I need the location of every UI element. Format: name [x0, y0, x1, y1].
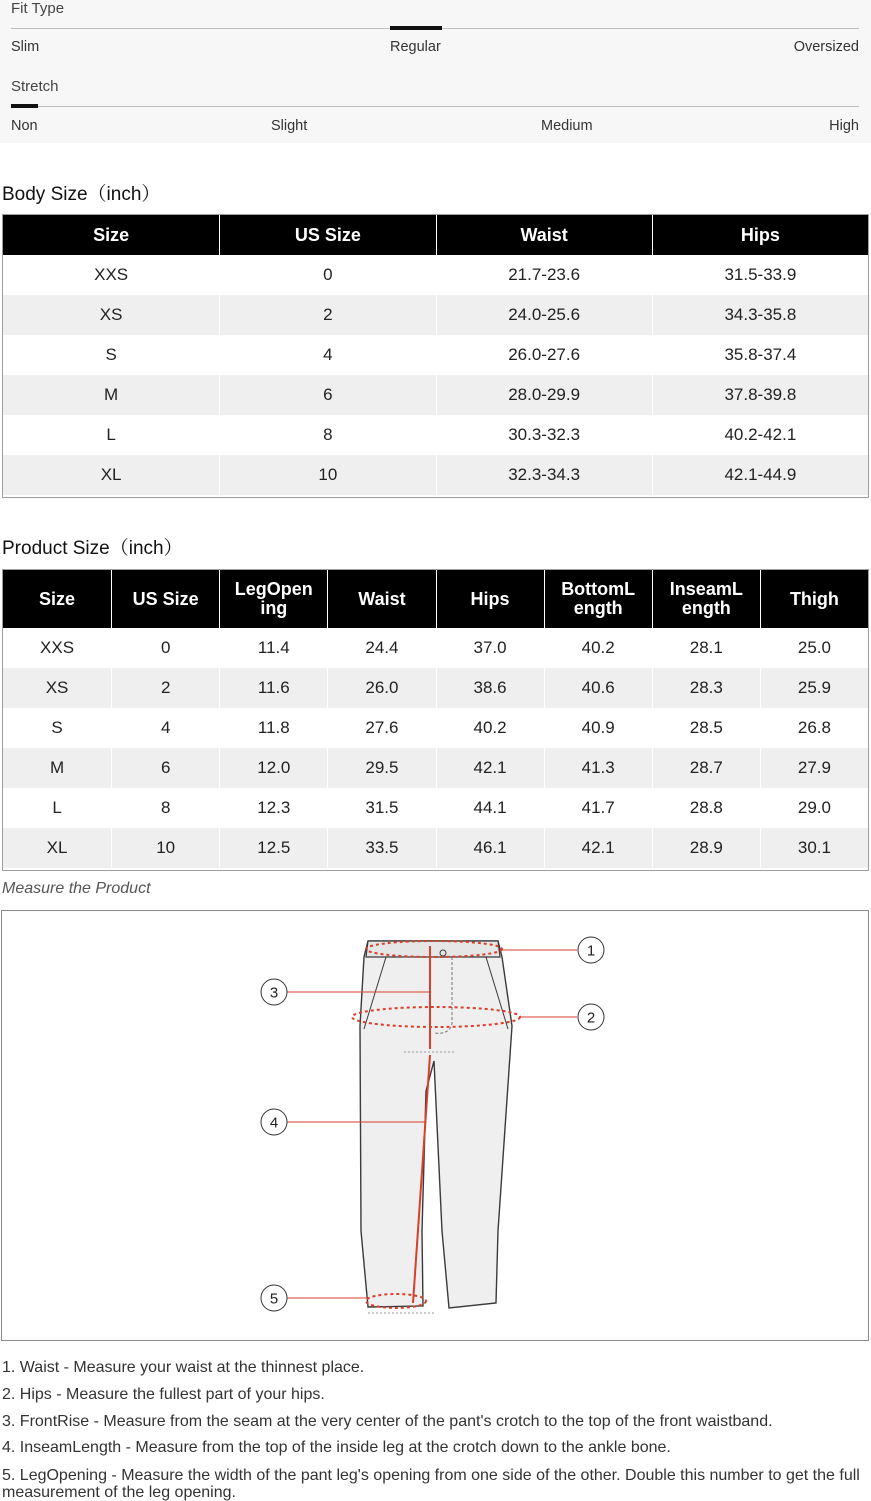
callout-5: [261, 1285, 368, 1311]
header-cell-line: Waist: [358, 588, 406, 609]
table-row: [3, 828, 868, 868]
table-cell: 28.1: [652, 628, 760, 668]
table-cell: 30.1: [760, 828, 868, 868]
table-cell: 28.0-29.9: [436, 375, 652, 415]
header-cell: [760, 570, 868, 628]
fit-label-slim: Slim: [11, 39, 40, 55]
product-size-table: [2, 569, 869, 871]
table-header-row: [3, 215, 868, 255]
header-cell-line: Thigh: [789, 588, 839, 609]
table-cell: 12.3: [219, 788, 327, 828]
table-cell: 41.3: [544, 748, 652, 788]
fit-type-title: Fit Type: [11, 0, 65, 17]
table-cell: 26.8: [760, 708, 868, 748]
note-front-rise: 3. FrontRise - Measure from the seam at the very center of the pant's crotch to the top of the front waistband.: [2, 1412, 773, 1430]
table-cell: 4: [219, 335, 435, 375]
table-cell: 46.1: [436, 828, 544, 868]
table-cell: 28.7: [652, 748, 760, 788]
header-cell-line: LegOpen: [234, 579, 313, 599]
fit-stretch-panel: [0, 0, 871, 143]
stretch-label-slight: Slight: [271, 118, 308, 134]
measure-caption: Measure the Product: [2, 880, 151, 897]
table-cell: 34.3-35.8: [652, 295, 868, 335]
header-cell: [436, 570, 544, 628]
table-cell: 8: [219, 415, 435, 455]
table-cell: 6: [111, 748, 219, 788]
callout-5-label: 5: [269, 1290, 279, 1308]
header-cell: [219, 570, 327, 628]
stretch-title: Stretch: [11, 78, 59, 95]
header-cell: [111, 570, 219, 628]
header-cell-line: ing: [260, 598, 288, 618]
header-cell-line: InseamL: [669, 579, 743, 599]
table-cell: 26.0-27.6: [436, 335, 652, 375]
table-cell: 42.1-44.9: [652, 455, 868, 495]
table-cell: S: [105, 345, 117, 364]
table-row: [3, 708, 868, 748]
header-cell: [327, 570, 435, 628]
header-cell: Size: [3, 215, 219, 255]
table-cell: 30.3-32.3: [436, 415, 652, 455]
stretch-marker: [11, 104, 38, 108]
table-cell: L: [106, 425, 116, 444]
table-cell: 10: [219, 455, 435, 495]
table-cell: 25.0: [760, 628, 868, 668]
header-cell-line: US Size: [132, 588, 199, 609]
header-cell: [544, 570, 652, 628]
table-cell: 32.3-34.3: [436, 455, 652, 495]
table-row: [3, 415, 868, 455]
body-size-title: Body Size（inch）: [2, 184, 161, 205]
table-cell: 10: [111, 828, 219, 868]
table-cell: 31.5-33.9: [652, 255, 868, 295]
header-cell: [652, 570, 760, 628]
header-cell: Hips: [652, 215, 868, 255]
table-cell: 37.8-39.8: [652, 375, 868, 415]
header-cell-line: Hips: [470, 588, 510, 609]
measurement-notes: [2, 1355, 860, 1501]
stretch-label-non: Non: [11, 118, 38, 134]
table-cell: 12.0: [219, 748, 327, 788]
table-header-row: [3, 570, 868, 628]
table-cell: 2: [111, 668, 219, 708]
stretch-label-high: High: [829, 118, 859, 134]
table-row: [3, 335, 868, 375]
table-row: [3, 668, 868, 708]
table-cell: 35.8-37.4: [652, 335, 868, 375]
table-cell: 42.1: [436, 748, 544, 788]
header-cell-line: ength: [681, 598, 731, 618]
fit-type-marker: [390, 26, 442, 30]
table-cell: XS: [3, 295, 219, 335]
table-cell: 6: [219, 375, 435, 415]
table-cell: M: [3, 748, 111, 788]
table-cell: 40.2: [436, 708, 544, 748]
table-row: [3, 455, 868, 495]
fit-label-regular: Regular: [390, 39, 441, 55]
note-waist: 1. Waist - Measure your waist at the thinnest place.: [2, 1359, 365, 1376]
table-row: [3, 375, 868, 415]
table-cell: 27.9: [760, 748, 868, 788]
pants-illustration: [2, 911, 868, 1340]
table-cell: 28.9: [652, 828, 760, 868]
table-row: [3, 788, 868, 828]
table-cell: 40.2-42.1: [652, 415, 868, 455]
fit-label-oversized: Oversized: [793, 39, 859, 55]
table-cell: 11.4: [219, 628, 327, 668]
table-cell: 29.0: [760, 788, 868, 828]
callout-2-label: 2: [586, 1009, 596, 1027]
table-cell: 12.5: [219, 828, 327, 868]
callout-1-label: 1: [586, 942, 596, 960]
table-cell: 28.8: [652, 788, 760, 828]
header-cell: US Size: [219, 215, 435, 255]
header-cell: [3, 570, 111, 628]
table-cell: 38.6: [436, 668, 544, 708]
table-cell: 37.0: [436, 628, 544, 668]
note-hips: 2. Hips - Measure the fullest part of your hips.: [2, 1385, 325, 1403]
table-cell: XXS: [40, 638, 75, 657]
table-cell: 27.6: [327, 708, 435, 748]
table-cell: S: [51, 718, 63, 737]
table-row: [3, 748, 868, 788]
pants-outline: [360, 941, 512, 1308]
table-cell: 26.0: [327, 668, 435, 708]
table-cell: 0: [111, 628, 219, 668]
header-cell-line: Size: [39, 588, 76, 609]
table-cell: 28.5: [652, 708, 760, 748]
table-cell: 28.3: [652, 668, 760, 708]
stretch-label-medium: Medium: [541, 118, 593, 134]
product-size-title: Product Size（inch）: [2, 538, 183, 559]
table-cell: 21.7-23.6: [436, 255, 652, 295]
table-cell: 8: [111, 788, 219, 828]
table-cell: 25.9: [760, 668, 868, 708]
header-cell: Waist: [436, 215, 652, 255]
header-cell-line: BottomL: [561, 579, 636, 599]
table-cell: 2: [219, 295, 435, 335]
table-cell: M: [3, 375, 219, 415]
note-leg-opening: 5. LegOpening - Measure the width of the pant leg's opening from one side of the other. Double this number to get the full measurement of the leg opening.: [2, 1467, 860, 1501]
body-size-table: [2, 214, 869, 498]
callout-4-label: 4: [269, 1114, 279, 1132]
callout-1: [502, 937, 604, 963]
table-cell: 44.1: [436, 788, 544, 828]
table-cell: 40.2: [544, 628, 652, 668]
table-cell: 40.6: [544, 668, 652, 708]
table-cell: XXS: [94, 265, 129, 284]
table-cell: 40.9: [544, 708, 652, 748]
table-cell: 41.7: [544, 788, 652, 828]
callout-2: [520, 1004, 604, 1030]
table-row: [3, 255, 868, 295]
table-cell: 24.4: [327, 628, 435, 668]
table-cell: XS: [3, 668, 111, 708]
table-cell: 33.5: [327, 828, 435, 868]
pants-icon: [360, 941, 512, 1313]
table-row: [3, 295, 868, 335]
table-cell: 31.5: [327, 788, 435, 828]
table-cell: 11.8: [219, 708, 327, 748]
table-row: [3, 628, 868, 668]
table-cell: L: [52, 798, 62, 817]
table-cell: 42.1: [544, 828, 652, 868]
callout-3-label: 3: [269, 984, 279, 1002]
table-cell: 24.0-25.6: [436, 295, 652, 335]
table-cell: XL: [3, 828, 111, 868]
stretch-track: [11, 106, 859, 107]
table-cell: 0: [219, 255, 435, 295]
note-inseam-length: 4. InseamLength - Measure from the top of the inside leg at the crotch down to the ankle bone.: [2, 1439, 671, 1457]
table-cell: 29.5: [327, 748, 435, 788]
header-cell-line: ength: [573, 598, 623, 618]
table-cell: 11.6: [219, 668, 327, 708]
table-cell: 4: [111, 708, 219, 748]
measure-diagram: [1, 910, 869, 1341]
table-cell: XL: [3, 455, 219, 495]
